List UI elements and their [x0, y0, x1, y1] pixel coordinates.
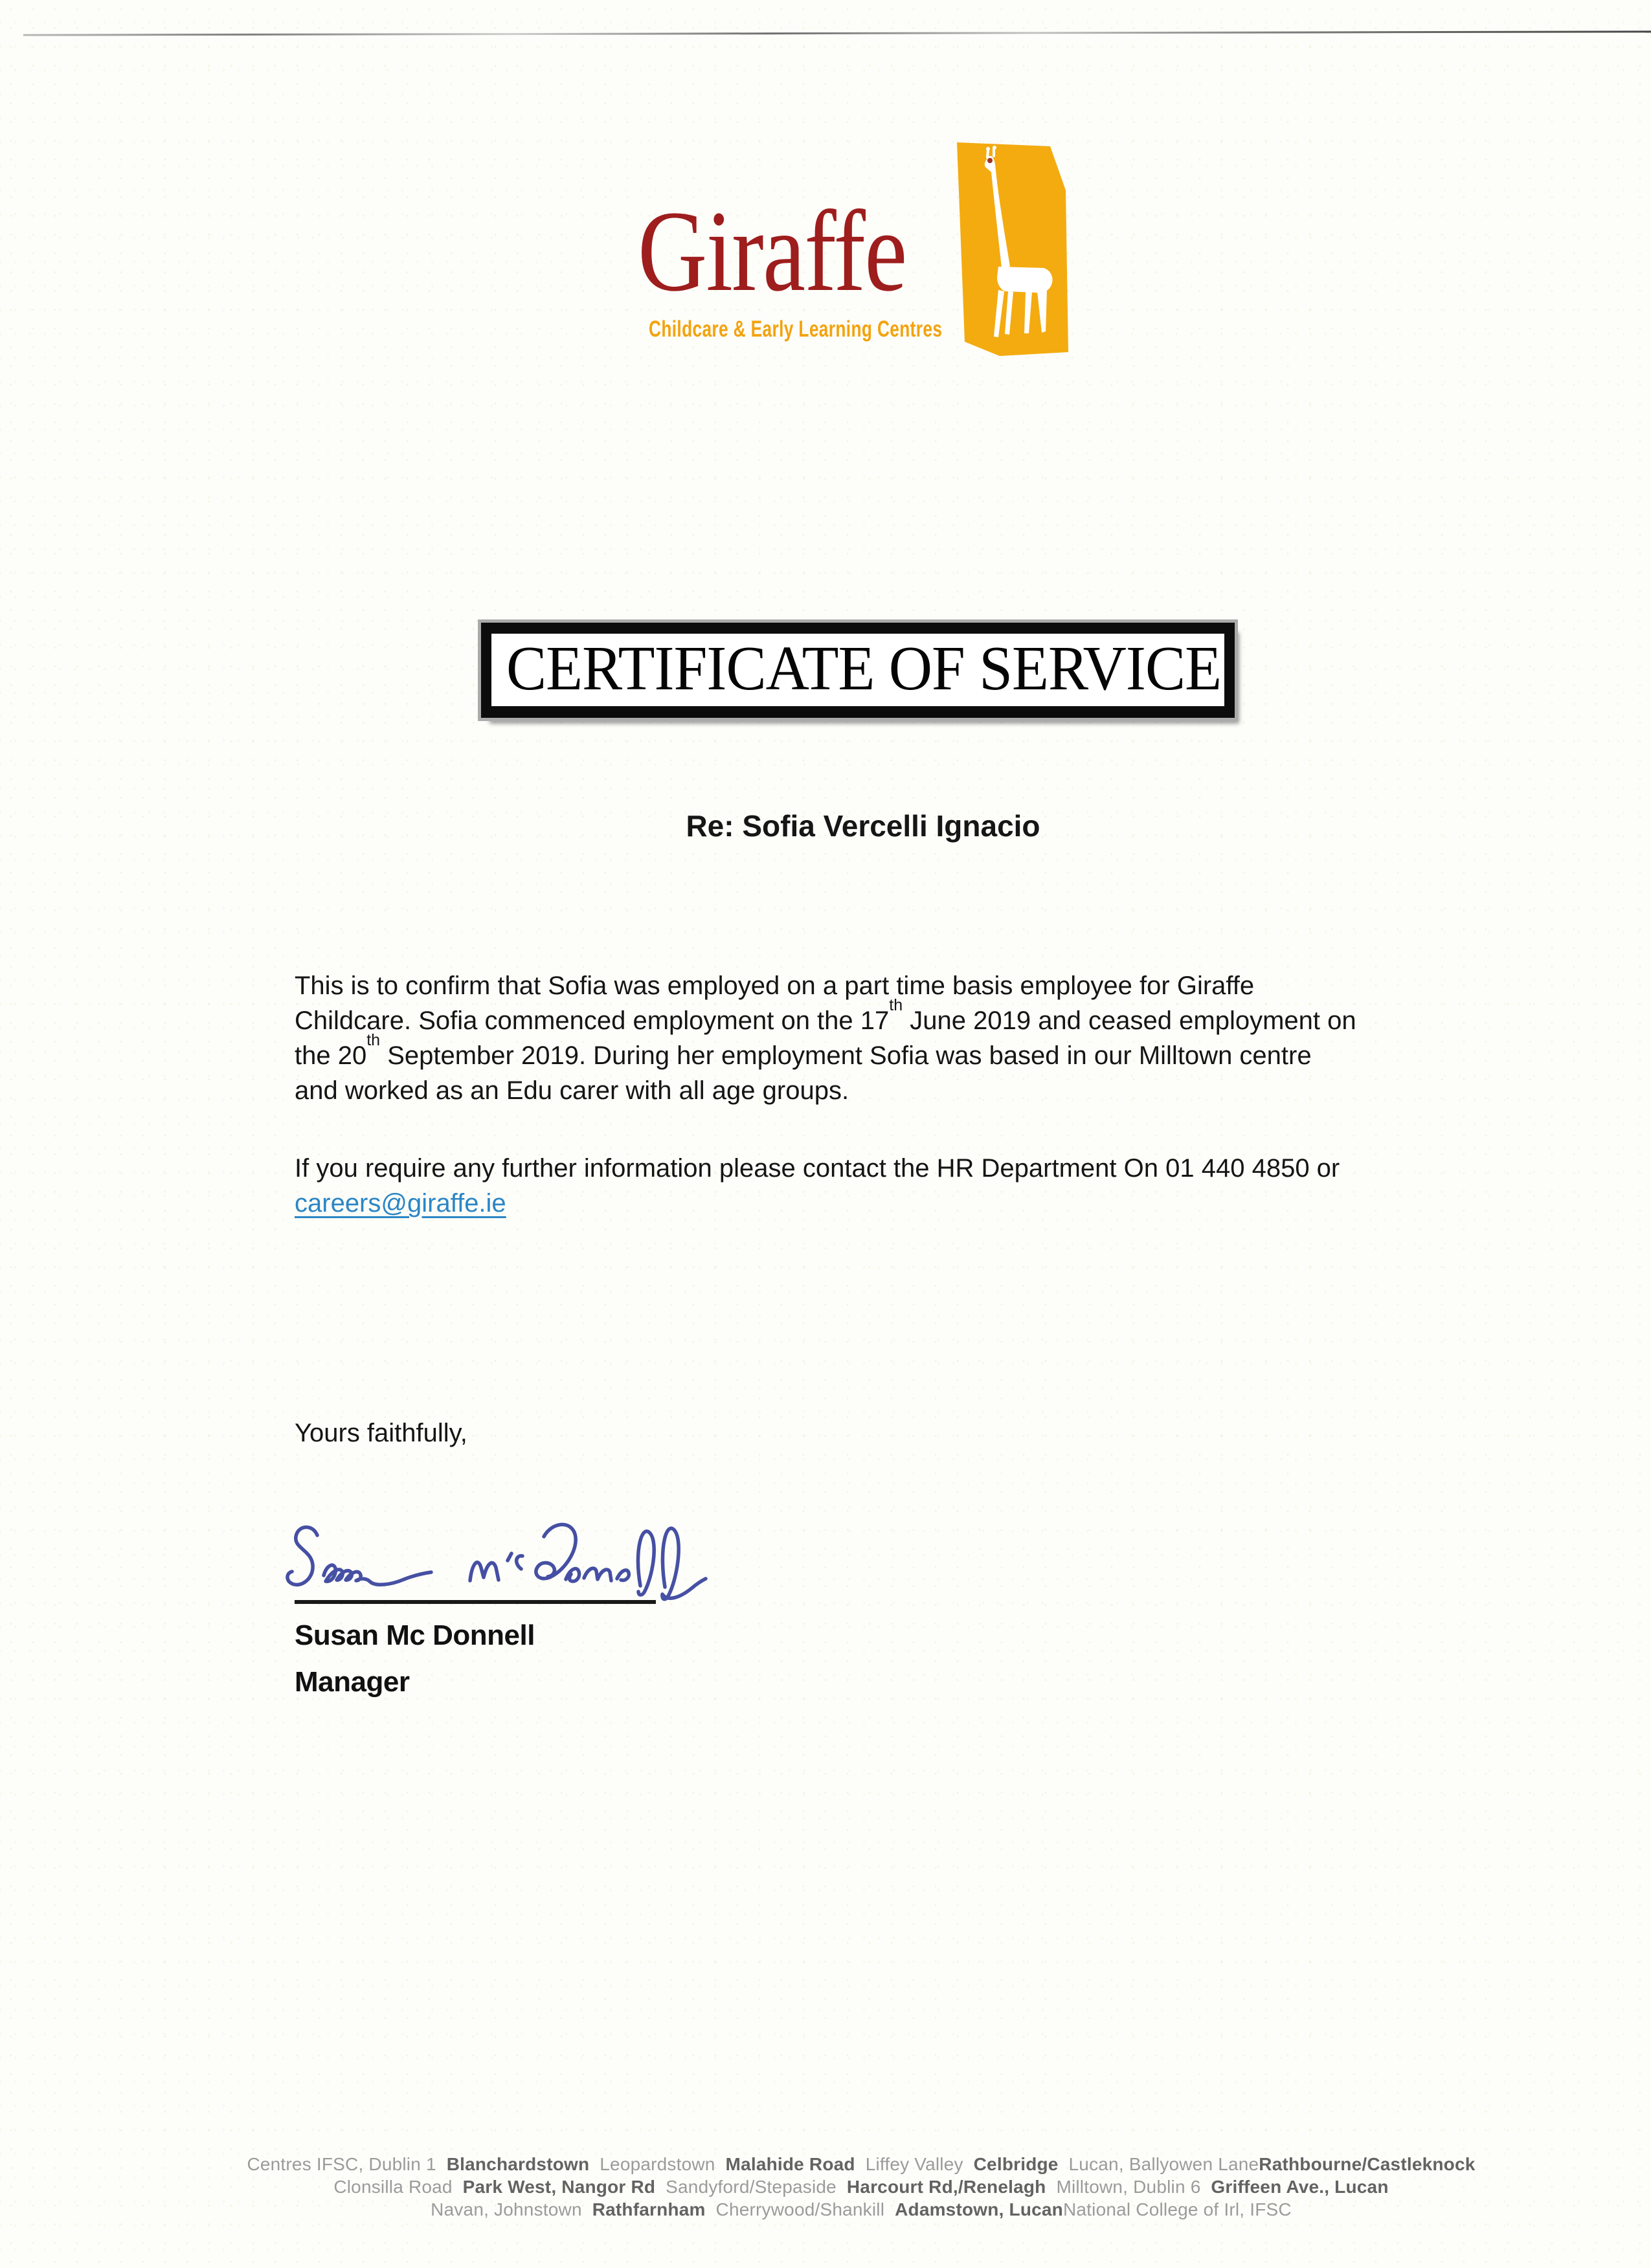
footer-line	[36, 2198, 1651, 2221]
footer-segment: Sandyford/Stepaside	[655, 2177, 847, 2197]
body-text: the 20	[295, 1041, 367, 1070]
brand-tagline: Childcare & Early Learning Centres	[649, 317, 943, 342]
footer-segment: Rathfarnham	[592, 2199, 706, 2219]
footer-segment: Griffeen Ave., Lucan	[1211, 2177, 1389, 2197]
certificate-title: CERTIFICATE OF SERVICE	[506, 634, 1222, 703]
footer-segment: Milltown, Dublin 6	[1046, 2177, 1211, 2197]
footer-segment: Adamstown, Lucan	[895, 2199, 1063, 2219]
giraffe-mark-icon	[953, 128, 1070, 359]
body-paragraph-2	[295, 1151, 1460, 1221]
signatory-name: Susan Mc Donnell	[295, 1619, 535, 1651]
body-text-line	[295, 1186, 1460, 1221]
handwritten-signature	[284, 1509, 724, 1629]
footer-segment: Centres IFSC, Dublin 1	[247, 2154, 447, 2174]
footer-segment: Cherrywood/Shankill	[705, 2199, 895, 2219]
ordinal-superscript: th	[889, 995, 903, 1014]
body-text: and worked as an Edu carer with all age groups.	[295, 1076, 849, 1105]
footer-segment: Navan, Johnstown	[431, 2199, 592, 2219]
brand-wordmark: Giraffe	[638, 186, 906, 315]
footer-segment: Clonsilla Road	[333, 2177, 463, 2197]
footer-segment: Celbridge	[973, 2154, 1059, 2174]
footer-line	[36, 2175, 1651, 2198]
subject-line: Re: Sofia Vercelli Ignacio	[686, 809, 1040, 843]
certificate-title-box	[481, 623, 1235, 718]
body-text: If you require any further information please contact the HR Department On 01 440 4850 or	[295, 1154, 1340, 1183]
body-text: June 2019 and ceased employment on	[903, 1006, 1356, 1035]
body-text-line	[295, 1073, 1460, 1108]
footer-segment: Liffey Valley	[855, 2154, 974, 2174]
body-text: Childcare. Sofia commenced employment on the 17	[295, 1006, 890, 1035]
footer-segment: Blanchardstown	[446, 2154, 590, 2174]
body-text: September 2019. During her employment Sofia was based in our Milltown centre	[380, 1041, 1312, 1070]
closing-line: Yours faithfully,	[295, 1419, 467, 1447]
footer-segment: Park West, Nangor Rd	[462, 2177, 656, 2197]
footer-segment: Leopardstown	[589, 2154, 726, 2174]
body-text-line	[295, 1030, 1460, 1073]
footer-segment: Harcourt Rd,/Renelagh	[846, 2177, 1046, 2197]
body-text-line	[295, 1151, 1460, 1186]
footer-segment: National College of Irl, IFSC	[1062, 2199, 1292, 2219]
footer-segment: Malahide Road	[725, 2154, 855, 2174]
body-text: This is to confirm that Sofia was employed on a part time basis employee for Giraffe	[295, 972, 1255, 1000]
footer-segment: Rathbourne/Castleknock	[1259, 2154, 1476, 2174]
email-link[interactable]: careers@giraffe.ie	[295, 1189, 506, 1217]
body-paragraph-1	[295, 968, 1460, 1108]
footer-line	[36, 2153, 1651, 2175]
body-text-line	[295, 995, 1460, 1038]
footer-centres	[36, 2153, 1651, 2221]
signatory-title: Manager	[295, 1666, 410, 1698]
signature-underline	[295, 1600, 656, 1604]
footer-segment: Lucan, Ballyowen Lane	[1058, 2154, 1259, 2174]
ordinal-superscript: th	[366, 1030, 381, 1049]
scan-artifact-line	[23, 30, 1651, 36]
body-text-line	[295, 968, 1460, 1003]
